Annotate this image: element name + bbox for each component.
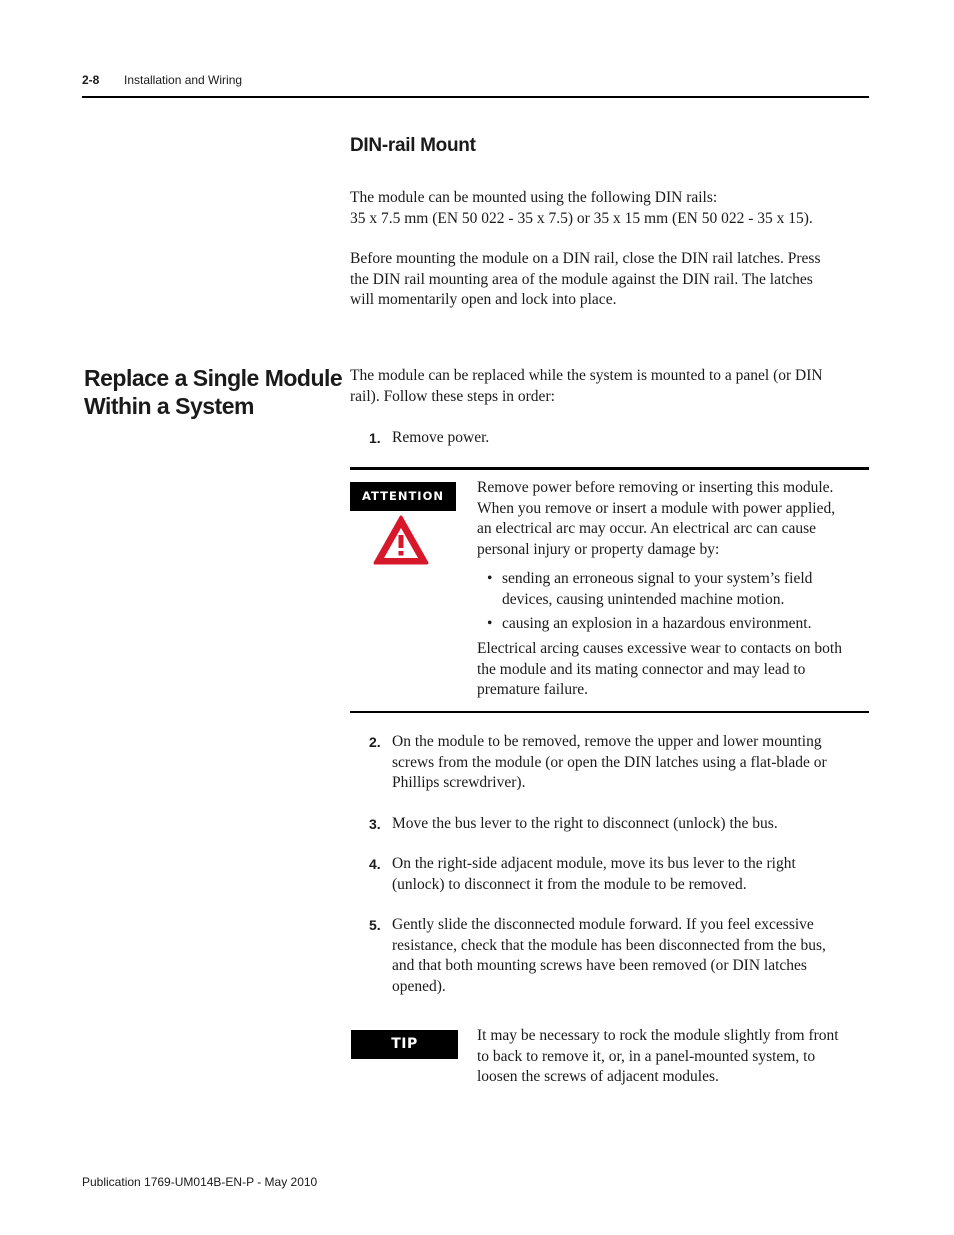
publication-footer: Publication 1769-UM014B-EN-P - May 2010 xyxy=(82,1175,318,1189)
text-line: Electrical arcing causes excessive wear to contacts on both xyxy=(477,640,842,657)
text-line: rail). Follow these steps in order: xyxy=(350,387,555,405)
text-line: the module and its mating connector and may lead to xyxy=(477,660,806,678)
step-1 xyxy=(350,428,870,450)
text-line: The module can be mounted using the following DIN rails: xyxy=(350,189,718,206)
attention-bullet-1 xyxy=(487,569,867,611)
step-number: 1. xyxy=(369,430,381,446)
attention-bullet-2 xyxy=(487,614,867,636)
step-text xyxy=(392,428,489,449)
step-3 xyxy=(350,814,870,836)
text-line: Move the bus lever to the right to disconnect (unlock) the bus. xyxy=(392,815,778,832)
step-text xyxy=(392,854,796,895)
text-line: and that both mounting screws have been removed (or DIN latches xyxy=(392,957,807,974)
text-line: opened). xyxy=(392,977,446,995)
text-line: screws from the module (or open the DIN latches using a flat-blade or xyxy=(392,753,827,771)
text-line: Remove power. xyxy=(392,429,490,446)
text-line: Phillips screwdriver). xyxy=(392,774,526,791)
attention-bottom-rule xyxy=(350,711,869,713)
text-line: an electrical arc may occur. An electrical arc can cause xyxy=(477,520,817,537)
bullet-mark: • xyxy=(487,570,493,587)
text-line: the DIN rail mounting area of the module against the DIN rail. The latches xyxy=(350,270,813,288)
text-line: will momentarily open and lock into place. xyxy=(350,291,617,308)
attention-paragraph-2 xyxy=(477,639,842,701)
replace-module-heading xyxy=(84,364,342,420)
step-number: 2. xyxy=(369,734,381,750)
text-line: (unlock) to disconnect it from the module to be removed. xyxy=(392,875,747,893)
text-line: 35 x 7.5 mm (EN 50 022 - 35 x 7.5) or 35 x 15 mm (EN 50 022 - 35 x 15). xyxy=(350,209,813,227)
text-line: causing an explosion in a hazardous environment. xyxy=(502,615,812,632)
attention-label: ATTENTION xyxy=(350,482,456,511)
running-header-title: Installation and Wiring xyxy=(124,73,243,87)
heading-line: Within a System xyxy=(84,393,254,419)
text-line: Gently slide the disconnected module forward. If you feel excessive xyxy=(392,916,814,933)
text-line: sending an erroneous signal to your system’s field xyxy=(502,570,813,587)
text-line: premature failure. xyxy=(477,681,589,698)
heading-line: Replace a Single Module xyxy=(84,365,343,391)
tip-label: TIP xyxy=(351,1030,458,1059)
step-text xyxy=(392,814,778,835)
warning-triangle-icon xyxy=(372,514,430,571)
text-line: Remove power before removing or inserting this module. xyxy=(477,479,834,496)
attention-top-rule xyxy=(350,467,869,470)
din-rail-paragraph-1 xyxy=(350,188,813,229)
din-rail-heading: DIN-rail Mount xyxy=(350,135,476,156)
page-number: 2-8 xyxy=(82,73,100,87)
text-line: resistance, check that the module has been disconnected from the bus, xyxy=(392,936,826,954)
attention-paragraph-1 xyxy=(477,478,835,560)
text-line: devices, causing unintended machine motion. xyxy=(502,590,785,608)
text-line: Before mounting the module on a DIN rail, close the DIN rail latches. Press xyxy=(350,250,821,267)
din-rail-paragraph-2 xyxy=(350,249,820,311)
step-text xyxy=(392,915,826,997)
tip-text xyxy=(477,1026,839,1088)
step-text xyxy=(392,732,827,794)
text-line: When you remove or insert a module with power applied, xyxy=(477,499,836,517)
bullet-mark: • xyxy=(487,615,493,632)
text-line: On the module to be removed, remove the upper and lower mounting xyxy=(392,733,822,750)
step-4 xyxy=(350,854,870,896)
header-rule xyxy=(82,96,869,98)
text-line: to back to remove it, or, in a panel-mounted system, to xyxy=(477,1047,816,1065)
replace-intro-paragraph xyxy=(350,366,823,407)
text-line: On the right-side adjacent module, move its bus lever to the right xyxy=(392,855,796,872)
step-number: 5. xyxy=(369,917,381,933)
step-2 xyxy=(350,732,870,796)
text-line: loosen the screws of adjacent modules. xyxy=(477,1068,719,1085)
step-number: 4. xyxy=(369,856,381,872)
step-5 xyxy=(350,915,870,999)
text-line: The module can be replaced while the system is mounted to a panel (or DIN xyxy=(350,367,823,384)
step-number: 3. xyxy=(369,816,381,832)
text-line: It may be necessary to rock the module slightly from front xyxy=(477,1027,839,1044)
text-line: personal injury or property damage by: xyxy=(477,540,720,558)
